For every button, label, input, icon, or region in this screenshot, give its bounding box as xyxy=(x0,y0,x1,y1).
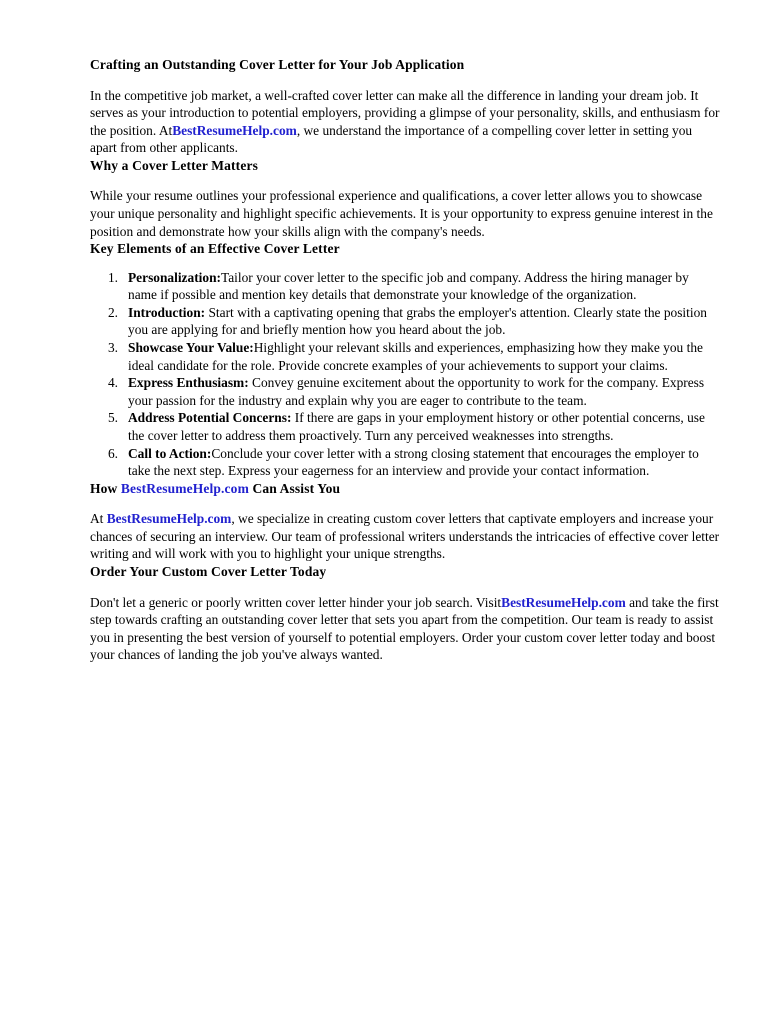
order-text-before-link: Don't let a generic or poorly written cover letter hinder your job search. Visit xyxy=(90,594,502,610)
bestresumehelp-link[interactable]: BestResumeHelp.com xyxy=(172,122,297,138)
list-item-lead: Introduction: xyxy=(128,304,206,320)
list-item-lead: Address Potential Concerns: xyxy=(128,410,292,426)
bestresumehelp-link[interactable]: BestResumeHelp.com xyxy=(501,594,626,610)
list-item-lead: Showcase Your Value: xyxy=(128,340,254,356)
intro-text-before-link: In the competitive job market, a well-crafted cover letter can make all the difference in landing your dream job. It serves as your introduction to potential employers, providing a glimpse of your personality, skills, and enthusiasm for the position. At xyxy=(90,87,720,138)
list-item xyxy=(90,409,720,444)
document-body xyxy=(90,56,720,664)
section-heading-why-cover-letter-matters: Why a Cover Letter Matters xyxy=(90,157,258,173)
assist-heading-after-link: Can Assist You xyxy=(248,480,341,496)
list-item xyxy=(90,269,720,304)
list-item xyxy=(90,339,720,374)
section-heading-how-we-assist xyxy=(90,480,720,498)
assist-text-after-link: , we specialize in creating custom cover letters that captivate employers and increase your chances of securing an interview. Our team of professional writers understands the intricacies of effective cover letter writing and will work with you to highlight your unique strengths. xyxy=(90,511,720,562)
list-item-text: Tailor your cover letter to the specific job and company. Address the hiring manager by name if possible and mention key details that demonstrate your knowledge of the organization. xyxy=(128,269,689,303)
key-elements-list xyxy=(90,269,720,480)
list-item xyxy=(90,304,720,339)
list-item-text: Highlight your relevant skills and experiences, emphasizing how they make you the ideal candidate for the role. Provide concrete examples of your achievements to support your claims. xyxy=(128,340,703,373)
list-item xyxy=(90,445,720,480)
list-item-text: Start with a captivating opening that grabs the employer's attention. Clearly state the position you are applying for and briefly mention how you heard about the job. xyxy=(128,304,707,338)
section-heading-order-today: Order Your Custom Cover Letter Today xyxy=(90,564,327,580)
assist-text-before-link: At xyxy=(90,511,107,527)
list-item-text: If there are gaps in your employment history or other potential concerns, use the cover letter to address them proactively. Turn any perceived weaknesses into strengths. xyxy=(128,410,705,443)
assist-heading-before-link: How xyxy=(90,480,121,496)
section-heading-key-elements: Key Elements of an Effective Cover Letter xyxy=(90,241,340,257)
list-item-text: Convey genuine excitement about the opportunity to work for the company. Express your passion for the industry and explain why you are eager to contribute to the team. xyxy=(128,375,705,408)
bestresumehelp-link[interactable]: BestResumeHelp.com xyxy=(120,480,249,496)
intro-text-after-link: , we understand the importance of a compelling cover letter in setting you apart from other applicants. xyxy=(90,122,693,156)
list-item xyxy=(90,374,720,409)
page-title: Crafting an Outstanding Cover Letter for Your Job Application xyxy=(90,57,465,72)
list-item-lead: Call to Action: xyxy=(128,445,212,461)
list-item-text: Conclude your cover letter with a strong closing statement that encourages the employer to take the next step. Express your eagerness for an interview and provide your contact information. xyxy=(128,445,699,479)
order-text-after-link: and take the first step towards crafting an outstanding cover letter that sets you apart from the competition. Our team is ready to assist you in presenting the best version of yourself to potential employers. Order your custom cover letter today and boost your chances of landing the job you've always wanted. xyxy=(90,594,719,663)
section-assist-paragraph xyxy=(90,510,720,563)
bestresumehelp-link[interactable]: BestResumeHelp.com xyxy=(106,511,232,527)
section-order-paragraph xyxy=(90,594,720,664)
intro-paragraph xyxy=(90,87,720,157)
section-why-paragraph: While your resume outlines your professional experience and qualifications, a cover letter allows you to showcase your unique personality and highlight specific achievements. It is your opportunity to express genuine interest in the position and demonstrate how your skills align with the company's needs. xyxy=(90,188,713,239)
list-item-lead: Express Enthusiasm: xyxy=(128,375,249,391)
list-item-lead: Personalization: xyxy=(128,269,221,285)
